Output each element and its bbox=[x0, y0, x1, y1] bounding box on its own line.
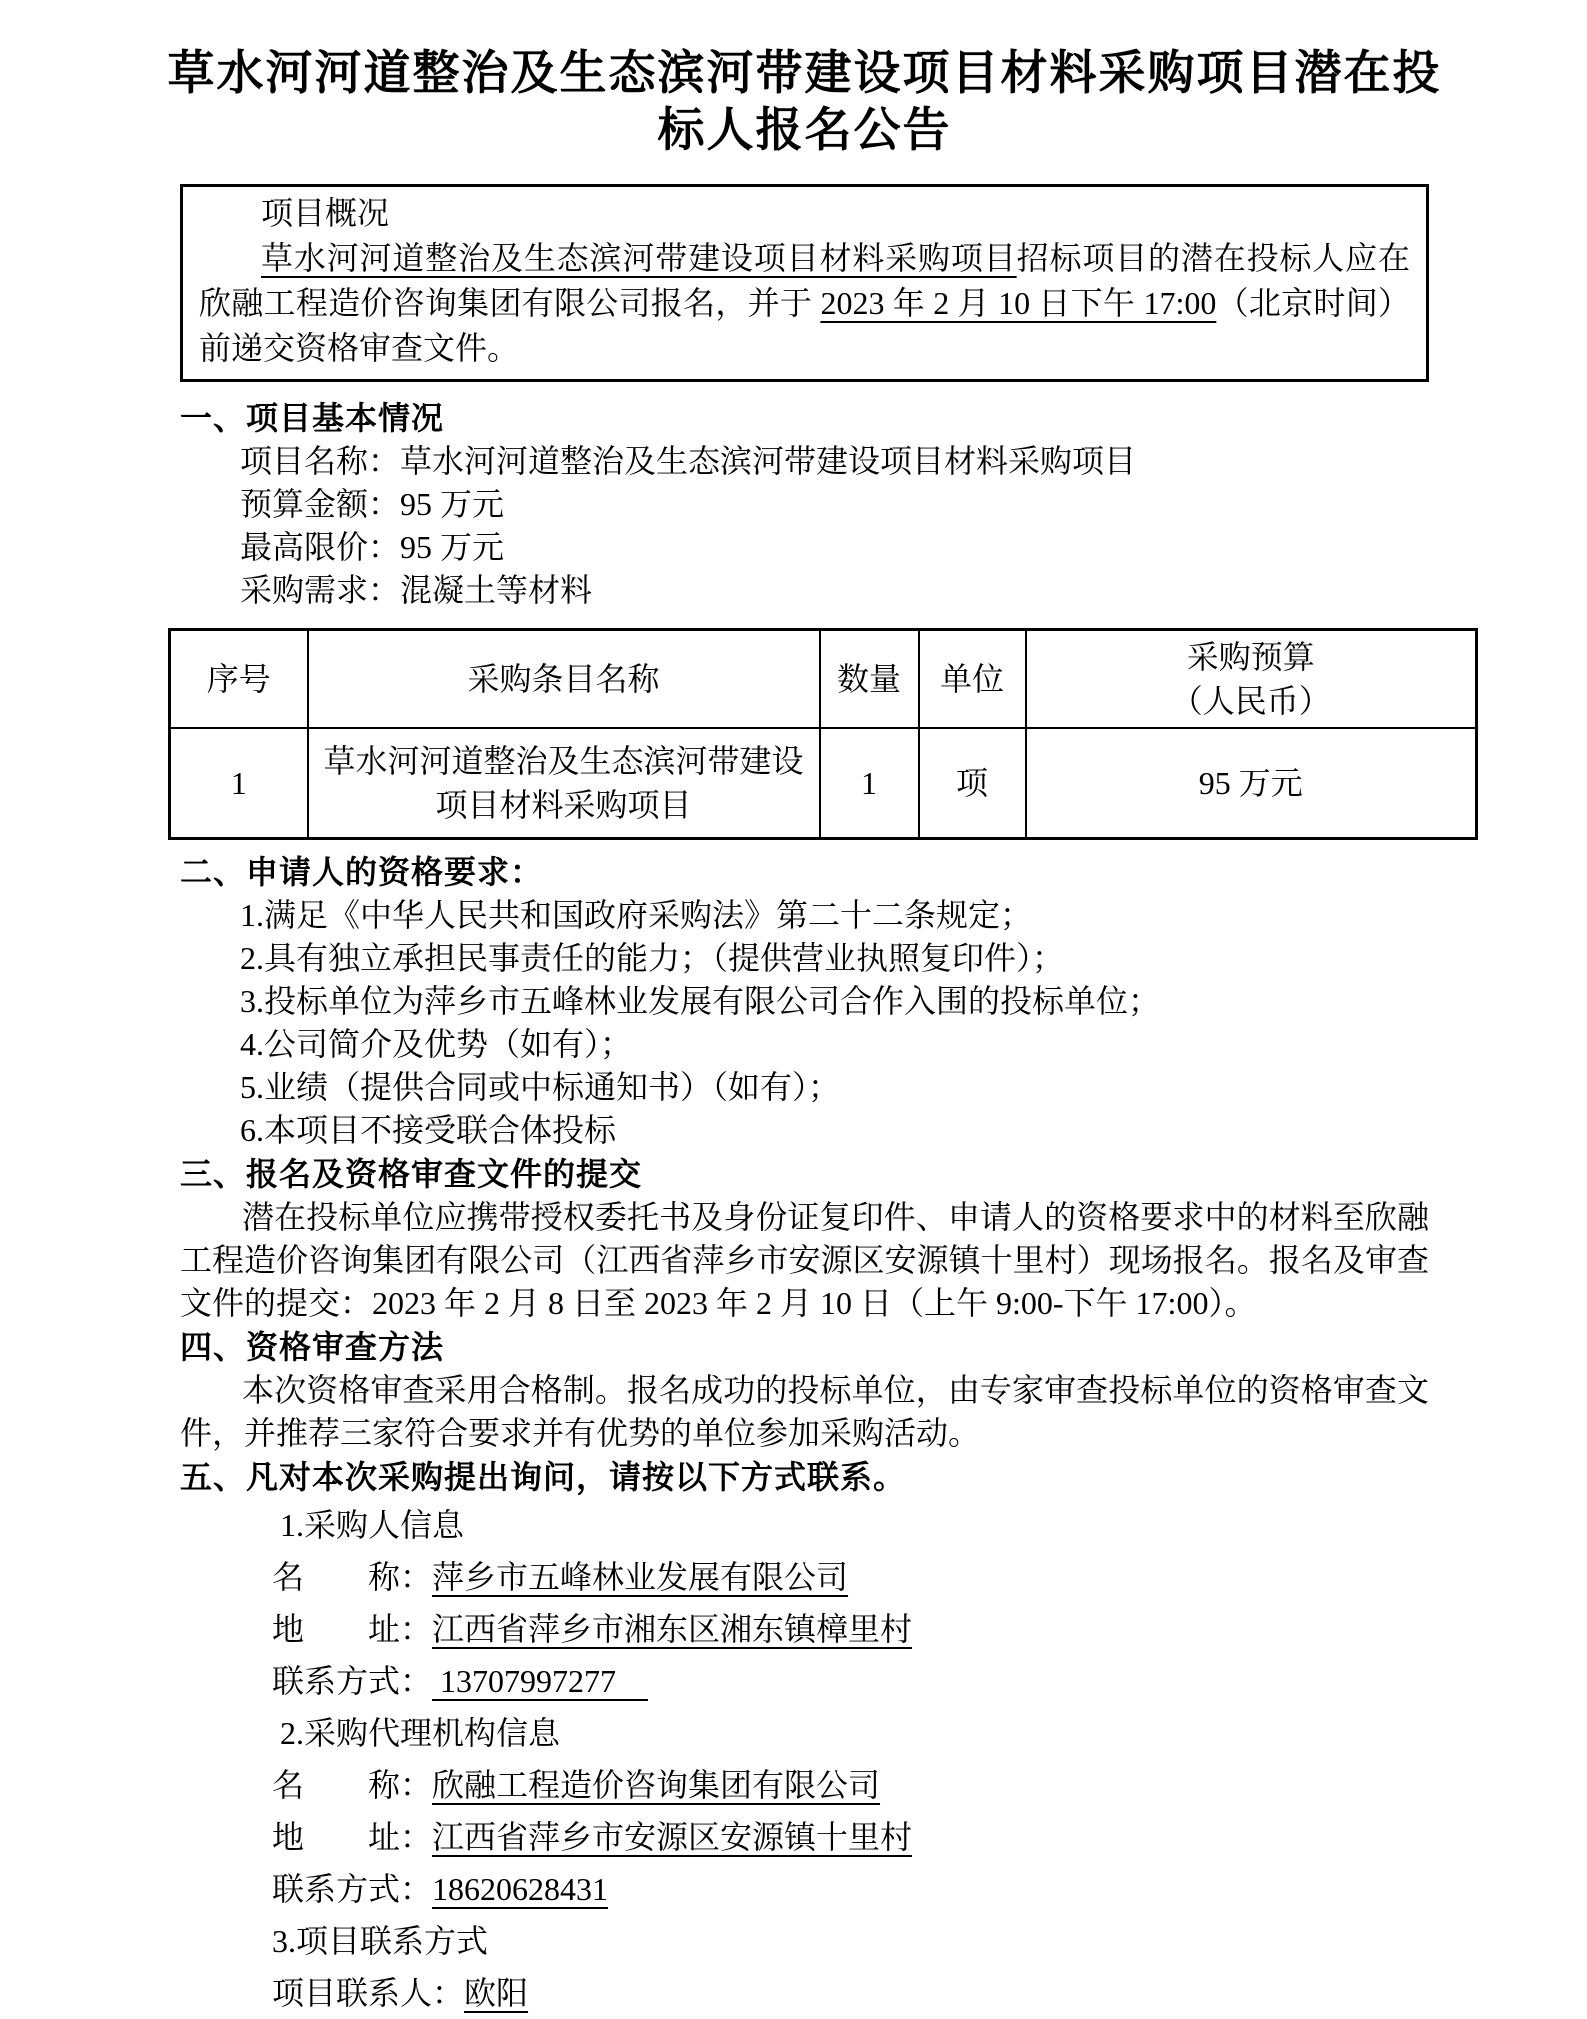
qualification-item: 3.投标单位为萍乡市五峰林业发展有限公司合作入围的投标单位； bbox=[240, 983, 1161, 1019]
overview-text-tail: （北京时间）前递交资格审查文件。 bbox=[199, 285, 1410, 366]
agency-addr-value: 江西省萍乡市安源区安源镇十里村 bbox=[432, 1819, 913, 1855]
project-contact-title: 3.项目联系方式 bbox=[272, 1923, 489, 1959]
purchaser-name-line bbox=[180, 1551, 1429, 1603]
purchaser-name-label: 名 称： bbox=[272, 1559, 433, 1595]
cell-budget: 95 万元 bbox=[1026, 728, 1477, 839]
overview-paragraph bbox=[199, 236, 1410, 371]
cell-qty: 1 bbox=[820, 728, 919, 839]
col-header-seq: 序号 bbox=[170, 630, 308, 729]
table-row bbox=[170, 728, 1477, 839]
overview-project-name: 草水河河道整治及生态滨河带建设项目材料采购项目 bbox=[261, 240, 1017, 276]
agency-phone-label: 联系方式： bbox=[272, 1871, 433, 1907]
qualification-item: 4.公司简介及优势（如有）； bbox=[240, 1026, 633, 1062]
section5-heading: 五、凡对本次采购提出询问，请按以下方式联系。 bbox=[180, 1459, 907, 1495]
cell-unit: 项 bbox=[919, 728, 1026, 839]
agency-name-label: 名 称： bbox=[272, 1767, 433, 1803]
price-limit-line: 最高限价：95 万元 bbox=[240, 529, 505, 565]
col-header-budget-line2: （人民币） bbox=[1170, 683, 1331, 719]
overview-text-mid: 招标项目的潜在投标人应在欣融工程造价咨询集团有限公司报名，并于 bbox=[199, 240, 1410, 321]
cell-item-name: 草水河河道整治及生态滨河带建设项目材料采购项目 bbox=[308, 728, 820, 839]
agency-addr-label: 地 址： bbox=[272, 1819, 433, 1855]
cell-seq: 1 bbox=[170, 728, 308, 839]
section4-heading: 四、资格审查方法 bbox=[180, 1329, 445, 1365]
agency-name-line bbox=[180, 1759, 1429, 1811]
page-title: 草水河河道整治及生态滨河带建设项目材料采购项目潜在投标人报名公告 bbox=[167, 48, 1442, 157]
purchaser-addr-label: 地 址： bbox=[272, 1611, 433, 1647]
qualification-item: 2.具有独立承担民事责任的能力；（提供营业执照复印件）； bbox=[240, 940, 1065, 976]
overview-deadline: 2023 年 2 月 10 日下午 17:00 bbox=[820, 285, 1217, 321]
agency-info-title: 2.采购代理机构信息 bbox=[280, 1715, 561, 1751]
col-header-unit: 单位 bbox=[919, 630, 1026, 729]
col-header-qty: 数量 bbox=[820, 630, 919, 729]
section4-paragraph: 本次资格审查采用合格制。报名成功的投标单位，由专家审查投标单位的资格审查文件，并推荐三家符合要求并有优势的单位参加采购活动。 bbox=[180, 1372, 1429, 1451]
purchaser-addr-line bbox=[180, 1603, 1429, 1655]
col-header-budget-line1: 采购预算 bbox=[1186, 639, 1315, 675]
qualification-item: 6.本项目不接受联合体投标 bbox=[240, 1112, 617, 1148]
agency-phone-value: 18620628431 bbox=[432, 1871, 609, 1907]
agency-phone-line bbox=[180, 1863, 1429, 1915]
section3-paragraph: 潜在投标单位应携带授权委托书及身份证复印件、申请人的资格要求中的材料至欣融工程造价咨询集团有限公司（江西省萍乡市安源区安源镇十里村）现场报名。报名及审查文件的提交：2023 年 2 月 8 日至 2023 年 2 月 10 日（上午 9:00-下午 17:00）。 bbox=[180, 1199, 1429, 1321]
qualification-item: 5.业绩（提供合同或中标通知书）（如有）； bbox=[240, 1069, 841, 1105]
purchaser-name-value: 萍乡市五峰林业发展有限公司 bbox=[432, 1559, 849, 1595]
project-contact-label: 项目联系人： bbox=[272, 1975, 465, 2011]
overview-label: 项目概况 bbox=[261, 195, 390, 231]
table-header-row bbox=[170, 630, 1477, 729]
agency-addr-line bbox=[180, 1811, 1429, 1863]
section3-heading: 三、报名及资格审查文件的提交 bbox=[180, 1156, 643, 1192]
project-overview-box bbox=[180, 184, 1429, 382]
purchaser-phone-value: 13707997277 bbox=[432, 1663, 649, 1699]
qualification-item: 1.满足《中华人民共和国政府采购法》第二十二条规定； bbox=[240, 897, 1033, 933]
project-name-line: 项目名称：草水河河道整治及生态滨河带建设项目材料采购项目 bbox=[240, 443, 1137, 479]
purchaser-phone-line bbox=[180, 1655, 1429, 1707]
project-contact-line bbox=[180, 1967, 1429, 2019]
procurement-demand-line: 采购需求：混凝土等材料 bbox=[240, 572, 593, 608]
col-header-item-name: 采购条目名称 bbox=[308, 630, 820, 729]
purchaser-addr-value: 江西省萍乡市湘东区湘东镇樟里村 bbox=[432, 1611, 913, 1647]
agency-name-value: 欣融工程造价咨询集团有限公司 bbox=[432, 1767, 881, 1803]
purchaser-info-title: 1.采购人信息 bbox=[280, 1507, 465, 1543]
budget-amount-line: 预算金额：95 万元 bbox=[240, 486, 505, 522]
purchaser-phone-label: 联系方式： bbox=[272, 1663, 433, 1699]
section2-heading: 二、申请人的资格要求： bbox=[180, 854, 544, 890]
project-contact-value: 欧阳 bbox=[464, 1975, 529, 2011]
col-header-budget bbox=[1026, 630, 1477, 729]
procurement-table bbox=[168, 628, 1478, 840]
section1-heading: 一、项目基本情况 bbox=[180, 400, 445, 436]
contact-info-block bbox=[180, 1499, 1429, 2019]
